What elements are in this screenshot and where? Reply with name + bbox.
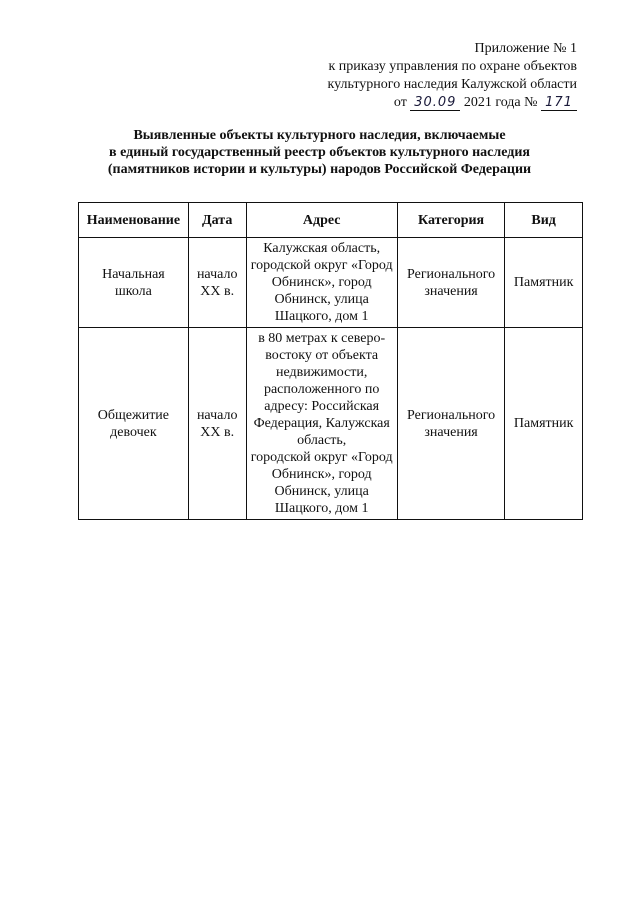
heritage-objects-table [78,202,583,520]
handwritten-date: 30.09 [410,95,460,111]
title-line-1: Выявленные объекты культурного наследия, включаемые [133,128,506,143]
title-line-3: (памятников истории и культуры) народов Российской Федерации [107,162,532,177]
cell-type: Памятник [505,328,583,520]
cell-name: Общежитие девочек [79,328,189,520]
handwritten-order-number: 171 [541,95,577,111]
cell-name: Начальная школа [79,238,189,328]
header-type: Вид [505,203,583,238]
cell-address: в 80 метрах к северо- востоку от объекта недвижимости, расположенного по адресу: Российская Федерация, Калужская область, городской округ «Город Обнинск», город Обнинск, улица Шацкого, дом 1 [246,328,397,520]
document-title [0,127,639,178]
appendix-date-line [328,94,577,112]
appendix-authority-line: культурного наследия Калужской области [327,77,577,92]
cell-category: Регионального значения [397,238,504,328]
cell-date: начало XX в. [188,328,246,520]
cell-date: начало XX в. [188,238,246,328]
table-row [79,238,583,328]
header-name: Наименование [79,203,189,238]
date-prefix: от [393,95,407,110]
appendix-header [328,40,577,112]
cell-type: Памятник [505,238,583,328]
appendix-title: Приложение № 1 [474,41,577,56]
year-label: 2021 года № [463,95,538,110]
header-date: Дата [188,203,246,238]
table-header-row [79,203,583,238]
table-row [79,328,583,520]
header-address: Адрес [246,203,397,238]
header-category: Категория [397,203,504,238]
cell-address: Калужская область, городской округ «Город Обнинск», город Обнинск, улица Шацкого, дом 1 [246,238,397,328]
appendix-order-line: к приказу управления по охране объектов [328,59,577,74]
title-line-2: в единый государственный реестр объектов культурного наследия [109,145,530,160]
cell-category: Регионального значения [397,328,504,520]
